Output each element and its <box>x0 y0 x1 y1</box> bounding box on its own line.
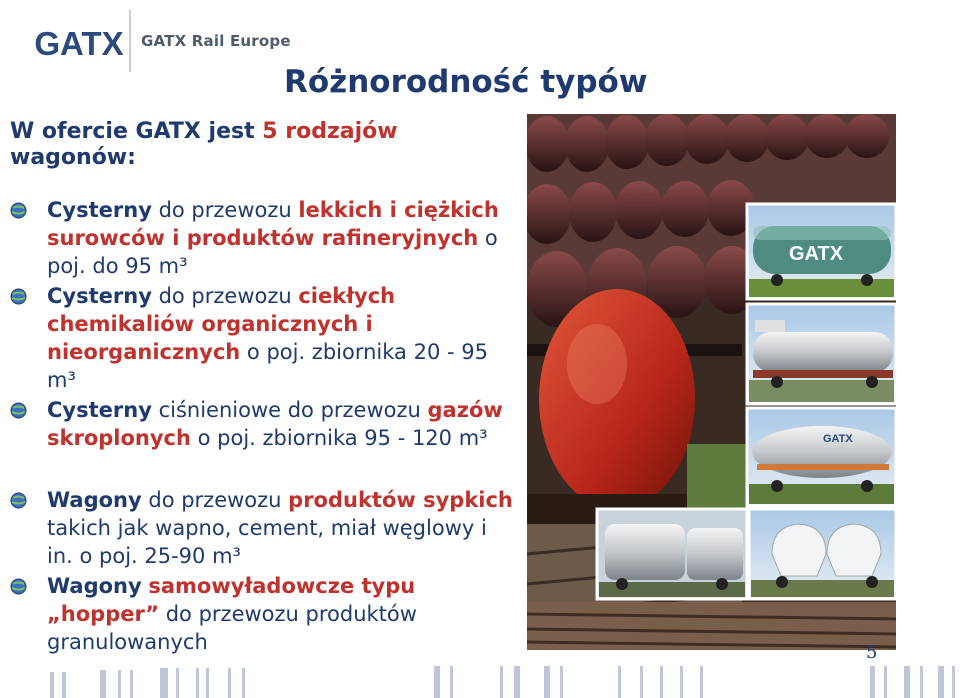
intro-highlight: 5 rodzajów <box>262 119 398 144</box>
bullet-item-chemical-tankers <box>10 282 518 394</box>
bullet-lead: Cysterny <box>47 398 152 422</box>
bullet-item-pressure-tankers <box>10 396 518 452</box>
intro-part2: wagonów: <box>10 145 136 170</box>
bullet-text: do przewozu <box>141 488 289 512</box>
gatx-logo <box>34 24 124 62</box>
bullet-globe-icon <box>10 288 27 305</box>
inset-photo-bulk-wagon <box>597 509 747 599</box>
page-number: 5 <box>866 642 878 663</box>
bullet-text: ciśnieniowe do przewozu <box>151 398 428 422</box>
slide-title: Różnorodność typów <box>284 64 648 100</box>
bullet-text: do przewozu <box>151 198 299 222</box>
bullet-globe-icon <box>10 402 27 419</box>
bullet-lead: Wagony <box>47 488 142 512</box>
bullet-highlight: gazów skroplonych <box>47 398 503 450</box>
bullet-highlight: ciekłych chemikaliów organicznych i nieorganicznych <box>47 284 396 364</box>
bullet-text: do przewozu produktów granulowanych <box>47 602 417 654</box>
gatx-logo-text: GATX <box>34 25 124 62</box>
intro-text <box>10 119 510 171</box>
tank-gatx-label: GATX <box>789 243 844 265</box>
bullet-item-bulk-wagons <box>10 486 518 570</box>
bullet-highlight: produktów sypkich <box>288 488 513 512</box>
bullet-text: do przewozu <box>151 284 299 308</box>
bullet-item-fuel-tankers <box>10 196 518 280</box>
bullet-lead: Cysterny <box>47 198 152 222</box>
bullet-text: o poj. do 95 m³ <box>47 226 498 278</box>
intro-part1: W ofercie GATX jest <box>10 119 263 144</box>
inset-photo-green-tanker <box>747 204 896 299</box>
bullet-text: o poj. zbiornika 20 - 95 m³ <box>47 340 488 392</box>
bullet-globe-icon <box>10 492 27 509</box>
bullet-highlight: lekkich i ciężkich surowców i produktów rafineryjnych <box>47 198 499 250</box>
bullet-lead: Cysterny <box>47 284 152 308</box>
brand-name: GATX Rail Europe <box>141 32 291 50</box>
bullet-highlight: samowyładowcze typu „hopper” <box>47 574 416 626</box>
inset-photo-pressure-tanker <box>747 408 896 506</box>
bullet-text: takich jak wapno, cement, miał węglowy i in. o poj. 25-90 m³ <box>47 516 487 568</box>
inset-photo-hopper-wagon <box>749 509 896 599</box>
bullet-globe-icon <box>10 202 27 219</box>
header-divider <box>129 10 131 72</box>
bullet-text: o poj. zbiornika 95 - 120 m³ <box>190 426 488 450</box>
tank-gatx-label: GATX <box>823 433 853 445</box>
bullet-lead: Wagony <box>47 574 142 598</box>
bullet-item-hopper-wagons <box>10 572 518 656</box>
inset-photo-chemical-tanker <box>747 304 896 404</box>
photo-rail-tracks <box>527 602 896 650</box>
rail-wagons-photo-collage <box>527 114 896 650</box>
bullet-globe-icon <box>10 578 27 595</box>
footer-decoration <box>0 662 960 698</box>
